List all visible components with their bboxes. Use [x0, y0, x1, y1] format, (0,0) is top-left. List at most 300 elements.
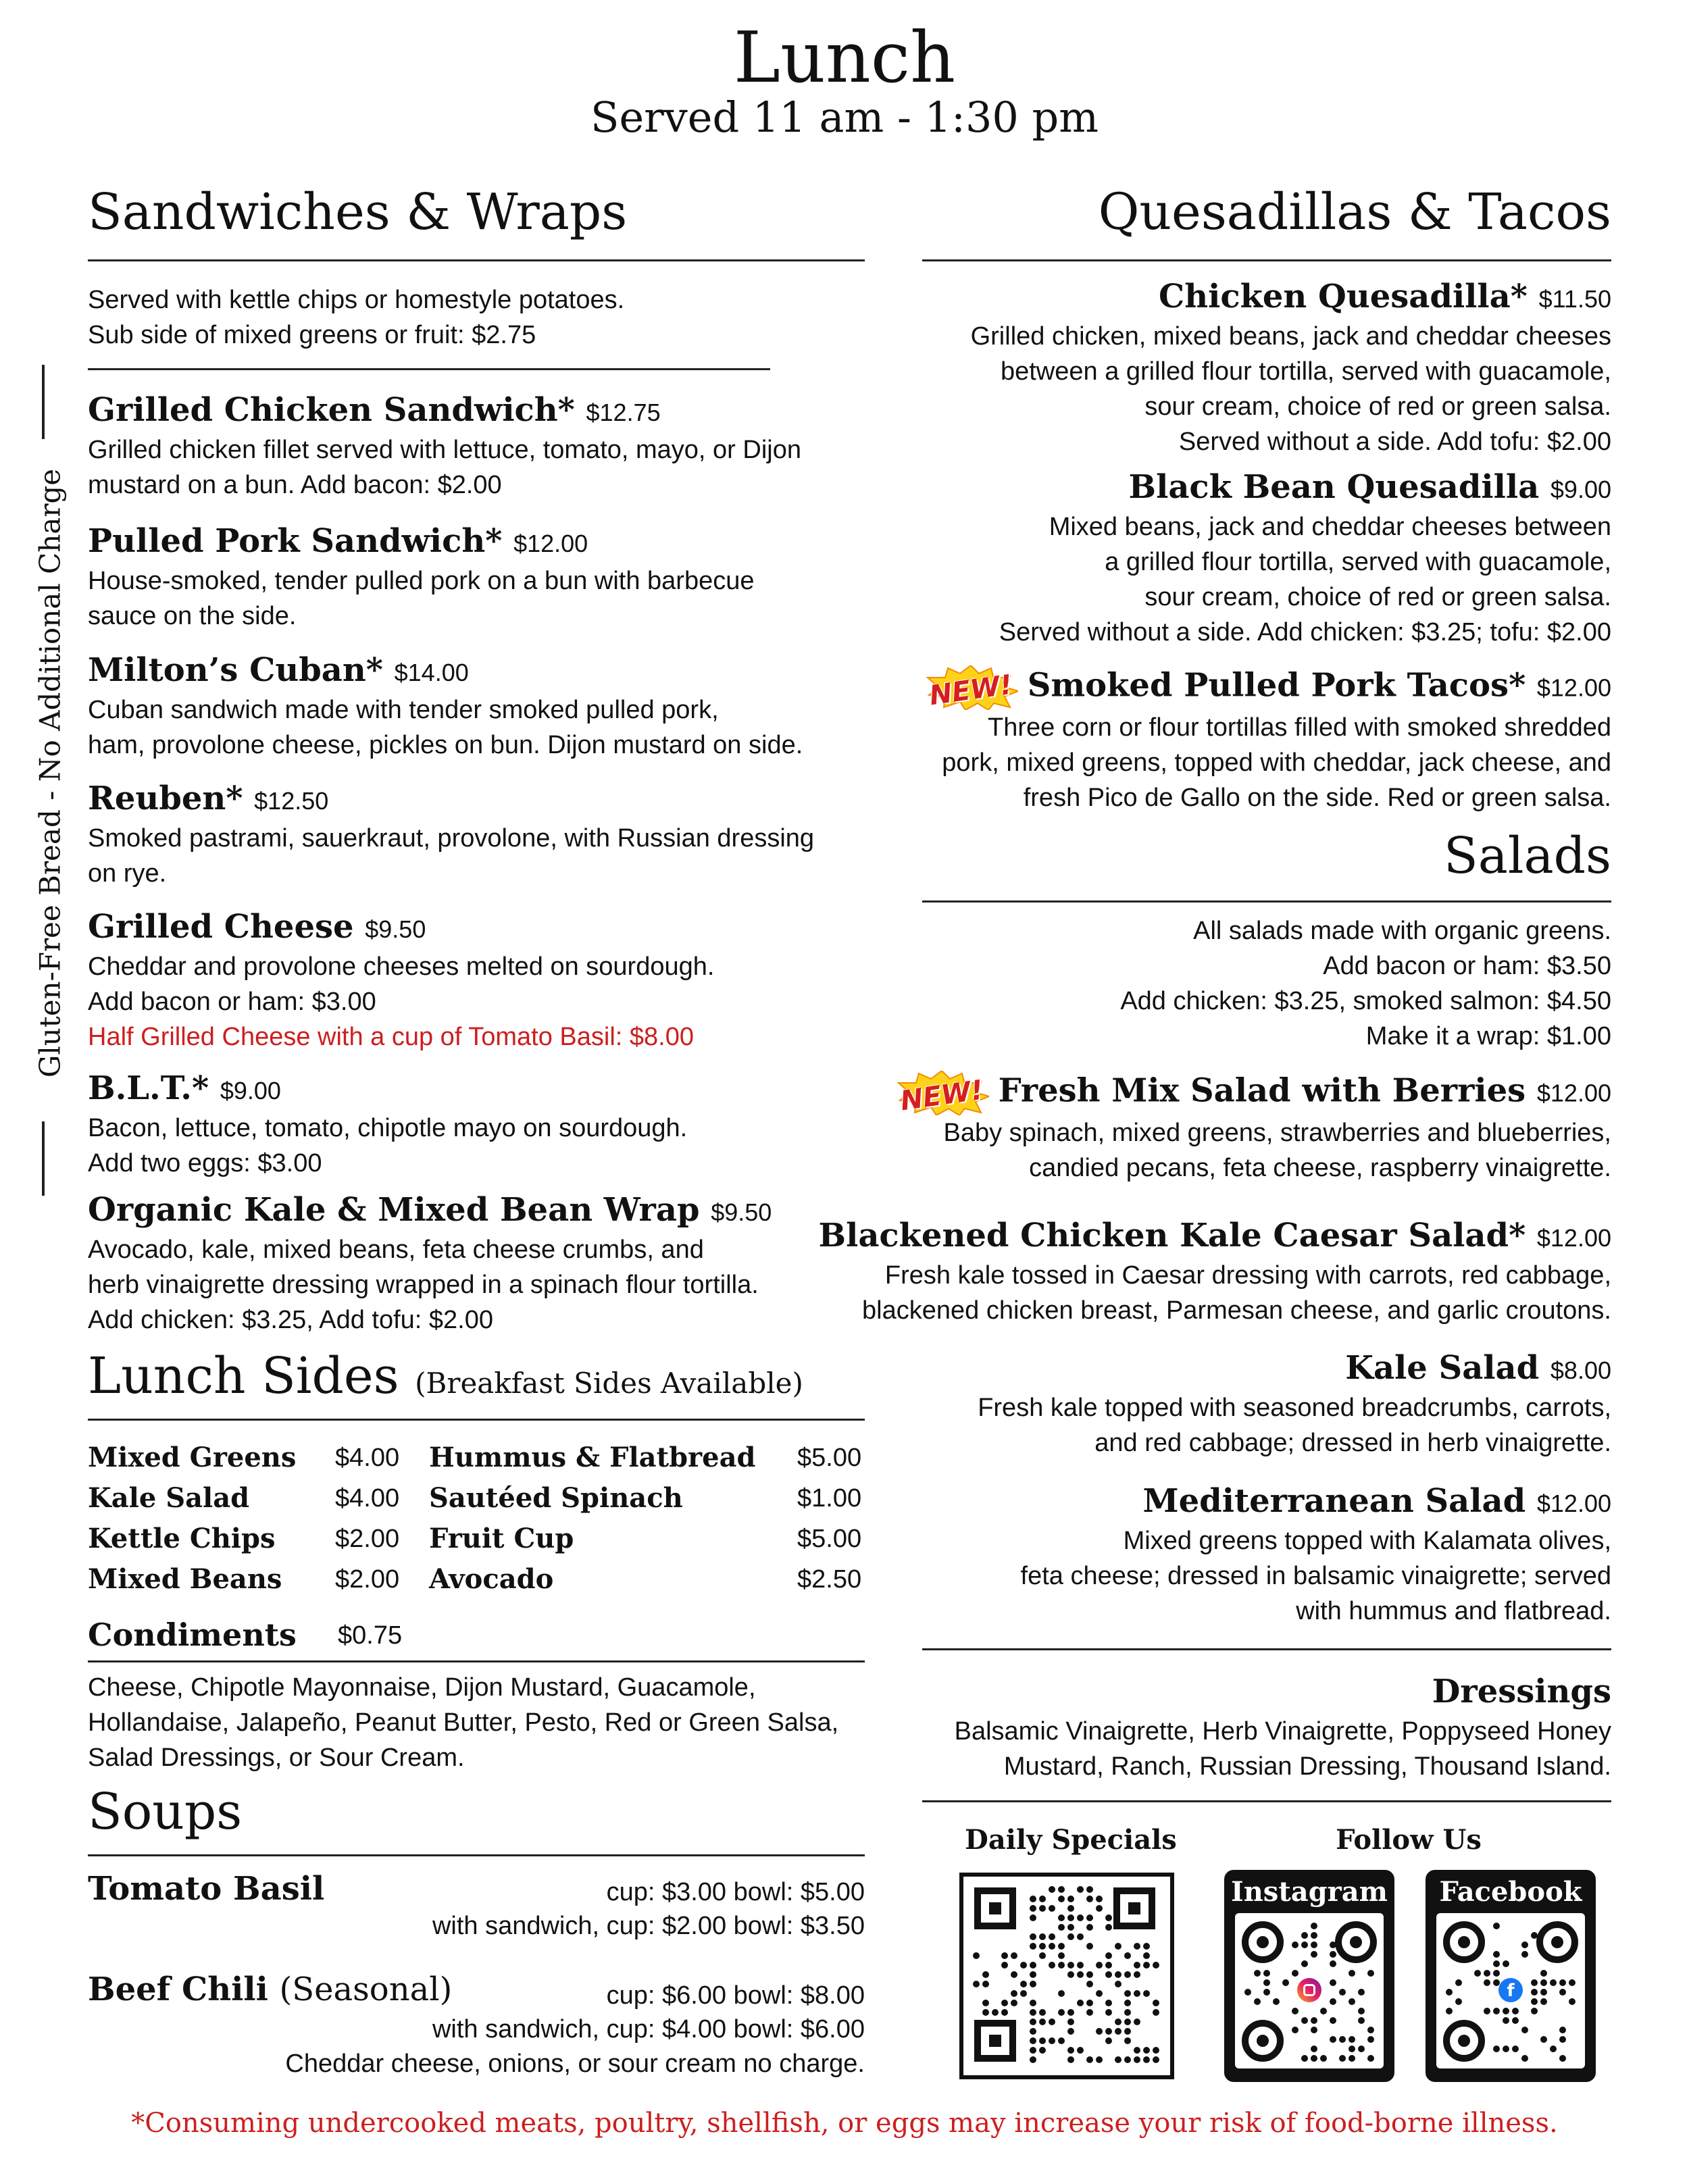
qr-dot: [1143, 2047, 1150, 2054]
qr-dot: [1254, 1970, 1261, 1977]
lunch-sides-heading: [88, 1348, 803, 1412]
qr-dot: [1030, 1914, 1036, 1921]
qr-dot: [1115, 1971, 1121, 1978]
qr-dot: [1559, 2027, 1566, 2033]
instagram-icon: [1297, 1978, 1321, 2002]
item-desc: blackened chicken breast, Parmesan cheese, and garlic croutons.: [862, 1296, 1611, 1325]
qr-dot: [1067, 1905, 1074, 1912]
item-desc: ham, provolone cheese, pickles on bun. Dijon mustard on side.: [88, 731, 803, 759]
qr-dot: [1124, 2000, 1131, 2006]
soup-title: Beef Chili: [88, 1971, 268, 2008]
qr-dot: [1067, 1962, 1074, 1969]
condiments-heading: Condiments: [88, 1617, 297, 1653]
qr-dot: [1124, 1971, 1131, 1978]
item-price: $11.50: [1538, 285, 1611, 313]
qr-dot: [1503, 1960, 1509, 1967]
qr-dot: [1058, 2037, 1065, 2044]
qr-dot: [1330, 1951, 1336, 1958]
soup-note: Cheddar cheese, onions, or sour cream no charge.: [285, 2050, 865, 2078]
qr-dot: [1339, 2055, 1346, 2062]
qr-dot: [1067, 1924, 1074, 1931]
qr-dot: [1348, 2036, 1355, 2043]
qr-dot: [1244, 1989, 1251, 1996]
quesadillas-rule: [922, 259, 1611, 261]
qr-dot: [1569, 1998, 1575, 2005]
item-name: Grilled Cheese: [88, 908, 354, 946]
side-item-price: $2.50: [797, 1565, 862, 1594]
qr-dot: [1311, 1951, 1317, 1958]
qr-dot: [1039, 1933, 1046, 1940]
qr-dot: [1446, 1989, 1453, 1996]
qr-dot: [1134, 1971, 1140, 1978]
qr-dot: [1367, 2055, 1374, 2062]
qr-dot: [1330, 1941, 1336, 1948]
qr-dot: [1086, 1981, 1093, 1987]
condiments-line: Cheese, Chipotle Mayonnaise, Dijon Mustard, Guacamole,: [88, 1673, 756, 1702]
qr-dot: [1358, 2017, 1365, 2024]
qr-dot: [1039, 1943, 1046, 1950]
qr-dot: [1096, 2028, 1103, 2035]
qr-dot: [1143, 1962, 1150, 1969]
qr-dot: [1011, 1990, 1017, 1997]
item-desc: Avocado, kale, mixed beans, feta cheese crumbs, and: [88, 1236, 704, 1264]
qr-dot: [1077, 2047, 1084, 2054]
qr-finder: [1335, 1921, 1377, 1963]
qr-dot: [1067, 2056, 1074, 2063]
qr-dot: [1020, 1981, 1027, 1987]
item-name: Grilled Chicken Sandwich*: [88, 391, 575, 429]
item-price: $12.50: [254, 787, 329, 815]
qr-dot: [1273, 1998, 1280, 2005]
qr-dot: [1124, 2028, 1131, 2035]
qr-dot: [1512, 2046, 1519, 2052]
item-desc: Bacon, lettuce, tomato, chipotle mayo on sourdough.: [88, 1114, 688, 1142]
qr-dot: [1301, 2055, 1308, 2062]
qr-dot: [1559, 2036, 1566, 2043]
sandwich-item: [88, 522, 865, 634]
sandwiches-rule: [88, 259, 865, 261]
salads-intro-line: All salads made with organic greens.: [1193, 917, 1611, 945]
sandwich-item: [88, 1190, 865, 1338]
qr-dot: [1058, 1896, 1065, 1902]
qr-dot: [1077, 1933, 1084, 1940]
qr-dot: [1067, 1896, 1074, 1902]
qr-dot: [1330, 1979, 1336, 1986]
qr-dot: [1550, 2046, 1557, 2052]
lunch-sides-note: (Breakfast Sides Available): [415, 1367, 803, 1400]
qr-dot: [1153, 2056, 1159, 2063]
item-title: [811, 1348, 1611, 1390]
item-desc: mustard on a bun. Add bacon: $2.00: [88, 471, 502, 499]
side-item-name: Kettle Chips: [88, 1523, 276, 1554]
qr-dot: [1311, 1941, 1317, 1948]
qr-dot: [1001, 1962, 1008, 1969]
intro-rule: [88, 368, 770, 370]
qr-dot: [1030, 2018, 1036, 2025]
qr-dot: [1039, 1905, 1046, 1912]
qr-dot: [982, 1971, 989, 1978]
item-desc: pork, mixed greens, topped with cheddar, jack cheese, and: [942, 748, 1611, 777]
qr-dot: [1521, 2055, 1528, 2062]
side-item-name: Mixed Greens: [88, 1442, 297, 1473]
item-desc: Grilled chicken, mixed beans, jack and cheddar cheeses: [970, 322, 1611, 351]
qr-dot: [1011, 2000, 1017, 2006]
qr-dot: [1348, 1998, 1355, 2005]
qr-dot: [1263, 1989, 1270, 1996]
qr-dot: [992, 2009, 999, 2016]
qr-dot: [1254, 1998, 1261, 2005]
side-item-price: $5.00: [797, 1444, 862, 1472]
qr-dot: [1058, 1924, 1065, 1931]
qr-dot: [1455, 1998, 1462, 2005]
item-desc: Mixed greens topped with Kalamata olives,: [1123, 1527, 1611, 1555]
follow-us-label: Follow Us: [1336, 1824, 1482, 1856]
qr-dot: [1058, 1952, 1065, 1959]
dressings-list: [878, 1714, 1611, 1784]
qr-dot: [1446, 2008, 1453, 2014]
item-name: Pulled Pork Sandwich*: [88, 522, 503, 560]
salad-item: [811, 1481, 1611, 1629]
soups-rule: [88, 1854, 865, 1856]
qr-dot: [1049, 1943, 1055, 1950]
qr-dot: [1358, 1989, 1365, 1996]
qr-dot: [1503, 2046, 1509, 2052]
item-desc: Add chicken: $3.25, Add tofu: $2.00: [88, 1306, 494, 1334]
soup-price-line: cup: $3.00 bowl: $5.00: [606, 1878, 865, 1906]
qr-dot: [1484, 1979, 1490, 1986]
qr-dot: [1153, 2000, 1159, 2006]
qr-dot: [1358, 2046, 1365, 2052]
instagram-qr[interactable]: [1224, 1870, 1394, 2082]
qr-finder: [1242, 2020, 1284, 2062]
qr-dot: [1348, 2046, 1355, 2052]
side-item-name: Avocado: [429, 1563, 554, 1595]
qr-dot: [1067, 2018, 1074, 2025]
side-item-price: $5.00: [797, 1525, 862, 1553]
qr-inner: [1235, 1913, 1384, 2068]
qr-dot: [1124, 2056, 1131, 2063]
facebook-qr[interactable]: [1426, 1870, 1596, 2082]
qr-dot: [1282, 1979, 1289, 1986]
qr-dot: [1115, 2056, 1121, 2063]
qr-dot: [1067, 1933, 1074, 1940]
salad-item: [811, 1348, 1611, 1461]
qr-dot: [1124, 1952, 1131, 1959]
item-title: [88, 651, 865, 692]
item-price: $12.00: [1536, 1490, 1611, 1517]
side-item-price: $2.00: [335, 1565, 400, 1594]
salads-intro-line: Add chicken: $3.25, smoked salmon: $4.50: [1120, 987, 1611, 1015]
qr-finder: [1242, 1921, 1284, 1963]
qr-dot: [1301, 1960, 1308, 1967]
item-name: B.L.T.*: [88, 1069, 209, 1107]
quesadilla-item: [811, 467, 1611, 650]
item-price: $12.00: [1536, 1224, 1611, 1252]
qr-dot: [1077, 1962, 1084, 1969]
item-desc: Mixed beans, jack and cheddar cheeses between: [1049, 513, 1611, 541]
condiments-line: Salad Dressings, or Sour Cream.: [88, 1744, 465, 1772]
qr-dot: [1493, 1970, 1500, 1977]
qr-dot: [1030, 1981, 1036, 1987]
qr-dot: [1531, 1989, 1538, 1996]
item-desc: Fresh kale topped with seasoned breadcrumbs, carrots,: [978, 1394, 1611, 1422]
qr-dot: [1367, 2036, 1374, 2043]
qr-dot: [1086, 2056, 1093, 2063]
qr-dot: [1067, 2009, 1074, 2016]
qr-finder: [1443, 2020, 1485, 2062]
qr-dot: [982, 2009, 989, 2016]
condiments-price: $0.75: [338, 1621, 403, 1650]
qr-dot: [1049, 2037, 1055, 2044]
qr-dot: [1330, 1960, 1336, 1967]
item-title: [88, 390, 865, 432]
qr-dot: [1569, 1979, 1575, 1986]
qr-dot: [1512, 2017, 1519, 2024]
qr-dot: [1105, 1971, 1112, 1978]
qr-dot: [973, 1981, 980, 1987]
item-desc: sour cream, choice of red or green salsa.: [1144, 583, 1611, 611]
qr-dot: [1484, 1970, 1490, 1977]
qr-dot: [1521, 2027, 1528, 2033]
sandwich-item: [88, 390, 865, 503]
qr-dot: [1263, 1979, 1270, 1986]
qr-dot: [1058, 1943, 1065, 1950]
soup-name: Tomato Basil: [88, 1870, 325, 1908]
qr-dot: [1134, 1943, 1140, 1950]
item-price: $12.00: [513, 530, 588, 557]
page-title: Lunch: [733, 16, 956, 99]
item-price: $9.50: [365, 915, 426, 943]
condiments-list: [88, 1670, 838, 1775]
qr-dot: [1540, 1998, 1547, 2005]
qr-finder: [974, 1887, 1016, 1929]
qr-dot: [1058, 1990, 1065, 1997]
qr-finder: [1443, 1921, 1485, 1963]
qr-dot: [1058, 1962, 1065, 1969]
facebook-label: Facebook: [1439, 1876, 1582, 1908]
qr-dot: [1049, 1886, 1055, 1893]
qr-dot: [1115, 2028, 1121, 2035]
salads-intro: [878, 913, 1611, 1054]
side-item-name: Kale Salad: [88, 1482, 250, 1514]
qr-dot: [1348, 2055, 1355, 2062]
item-name: Mediterranean Salad: [1142, 1482, 1526, 1520]
item-title: [811, 277, 1611, 319]
item-price: $9.00: [220, 1077, 281, 1104]
qr-dot: [1143, 1952, 1150, 1959]
qr-dot: [1531, 1998, 1538, 2005]
qr-dot: [1292, 1970, 1299, 1977]
qr-dot: [1311, 1932, 1317, 1939]
qr-dot: [1540, 1970, 1547, 1977]
qr-dot: [1330, 2017, 1336, 2024]
qr-dot: [1531, 1979, 1538, 1986]
intro-line: Served with kettle chips or homestyle potatoes.: [88, 286, 625, 314]
qr-dot: [1039, 1952, 1046, 1959]
qr-dot: [1339, 2036, 1346, 2043]
qr-dot: [1330, 2036, 1336, 2043]
item-title: [88, 522, 865, 563]
sandwiches-heading: Sandwiches & Wraps: [88, 183, 628, 241]
item-desc: Baby spinach, mixed greens, strawberries and blueberries,: [943, 1119, 1611, 1147]
qr-dot: [1086, 1896, 1093, 1902]
item-desc: candied pecans, feta cheese, raspberry vinaigrette.: [1029, 1154, 1611, 1182]
qr-dot: [1320, 2008, 1327, 2014]
qr-dot: [1011, 1971, 1017, 1978]
daily-specials-qr[interactable]: [959, 1873, 1174, 2079]
qr-dot: [1086, 1914, 1093, 1921]
qr-dot: [1493, 2046, 1500, 2052]
qr-dot: [1039, 1896, 1046, 1902]
half-grilled-cheese-special: Half Grilled Cheese with a cup of Tomato Basil: $8.00: [88, 1023, 694, 1051]
qr-dot: [1153, 1962, 1159, 1969]
qr-dot: [1030, 2028, 1036, 2035]
quesadillas-heading: Quesadillas & Tacos: [1098, 183, 1611, 241]
qr-dot: [1367, 1970, 1374, 1977]
qr-dot: [1330, 1998, 1336, 2005]
sandwich-item: [88, 779, 865, 891]
item-price: $12.75: [586, 399, 661, 426]
qr-dot: [1311, 2017, 1317, 2024]
qr-dot: [1143, 2056, 1150, 2063]
qr-dot: [1020, 1962, 1027, 1969]
qr-dot: [1559, 1989, 1566, 1996]
item-desc: feta cheese; dressed in balsamic vinaigrette; served: [1020, 1562, 1611, 1590]
qr-dot: [1301, 1941, 1308, 1948]
qr-dot: [1348, 1970, 1355, 1977]
item-price: $8.00: [1550, 1356, 1611, 1384]
qr-dot: [1105, 1924, 1112, 1931]
qr-dot: [1030, 1933, 1036, 1940]
qr-dot: [1086, 1943, 1093, 1950]
qr-dot: [1124, 2009, 1131, 2016]
sandwich-item: [88, 1069, 865, 1181]
qr-dot: [1503, 2017, 1509, 2024]
side-item-name: Mixed Beans: [88, 1563, 282, 1595]
qr-dot: [1001, 2000, 1008, 2006]
qr-dot: [1105, 1962, 1112, 1969]
item-desc: Add bacon or ham: $3.00: [88, 988, 376, 1016]
salad-item: [811, 1216, 1611, 1328]
item-price: $9.00: [1550, 476, 1611, 503]
dressings-line: Mustard, Ranch, Russian Dressing, Thousand Island.: [1003, 1752, 1611, 1781]
item-price: $14.00: [394, 659, 469, 686]
qr-dot: [1320, 2055, 1327, 2062]
item-name: Smoked Pulled Pork Tacos*: [1027, 666, 1526, 705]
qr-dot: [1367, 2027, 1374, 2033]
qr-dot: [1531, 2008, 1538, 2014]
qr-dot: [1039, 2047, 1046, 2054]
qr-dot: [1311, 2027, 1317, 2033]
item-name: Blackened Chicken Kale Caesar Salad*: [818, 1217, 1526, 1254]
qr-dot: [1039, 2009, 1046, 2016]
qr-dot: [1096, 2056, 1103, 2063]
side-item-price: $4.00: [335, 1484, 400, 1513]
qr-dot: [1058, 1886, 1065, 1893]
dressings-heading: Dressings: [1432, 1673, 1611, 1710]
qr-dot: [1086, 2000, 1093, 2006]
gluten-free-note: [9, 365, 91, 1196]
qr-dot: [1039, 2037, 1046, 2044]
qr-dot: [1096, 1990, 1103, 1997]
qr-dot: [1311, 2055, 1317, 2062]
side-item-name: Fruit Cup: [429, 1523, 574, 1554]
qr-dot: [1001, 2009, 1008, 2016]
qr-dot: [1134, 1990, 1140, 1997]
qr-dot: [1067, 1914, 1074, 1921]
qr-dot: [1531, 1932, 1538, 1939]
qr-dot: [1143, 1943, 1150, 1950]
instagram-glyph: [1303, 1984, 1315, 1996]
sandwich-item: [88, 651, 865, 763]
qr-dot: [1067, 1971, 1074, 1978]
item-desc: between a grilled flour tortilla, served with guacamole,: [1000, 357, 1611, 386]
soup-price-line: with sandwich, cup: $4.00 bowl: $6.00: [432, 2015, 865, 2043]
qr-dot: [1011, 1952, 1017, 1959]
qr-dot: [1550, 1979, 1557, 1986]
qr-dot: [1292, 2008, 1299, 2014]
qr-dot: [1030, 2037, 1036, 2044]
item-desc: Three corn or flour tortillas filled with smoked shredded: [988, 713, 1611, 742]
item-name: Kale Salad: [1345, 1349, 1540, 1387]
qr-dot: [1030, 1962, 1036, 1969]
qr-dot: [1134, 2047, 1140, 2054]
salads-intro-line: Add bacon or ham: $3.50: [1323, 952, 1611, 980]
health-warning: *Consuming undercooked meats, poultry, shellfish, or eggs may increase your risk of food-borne illness.: [131, 2108, 1558, 2139]
qr-dot: [1559, 1979, 1566, 1986]
item-desc: House-smoked, tender pulled pork on a bun with barbecue: [88, 567, 755, 595]
qr-dot: [1311, 2046, 1317, 2052]
item-desc: and red cabbage; dressed in herb vinaigrette.: [1094, 1429, 1611, 1457]
qr-dot: [1049, 1933, 1055, 1940]
qr-dot: [1292, 1941, 1299, 1948]
qr-dot: [1339, 1989, 1346, 1996]
side-item-price: $1.00: [797, 1484, 862, 1513]
qr-dot: [1105, 1952, 1112, 1959]
item-price: $9.50: [711, 1198, 772, 1226]
qr-dot: [1086, 1886, 1093, 1893]
qr-dot: [1115, 2018, 1121, 2025]
item-title: [811, 1481, 1611, 1523]
qr-dot: [1105, 2028, 1112, 2035]
dressings-rule-bottom: [922, 1800, 1611, 1802]
side-item-name: Hummus & Flatbread: [429, 1442, 756, 1473]
qr-dot: [1134, 2056, 1140, 2063]
item-title: [811, 467, 1611, 509]
qr-dot: [1301, 2017, 1308, 2024]
qr-dot: [1540, 1989, 1547, 1996]
dressings-rule-top: [922, 1648, 1611, 1650]
side-item-name: Sautéed Spinach: [429, 1482, 683, 1514]
qr-dot: [1124, 2018, 1131, 2025]
quesadilla-item: [811, 277, 1611, 459]
side-item-price: $2.00: [335, 1525, 400, 1553]
qr-dot: [1124, 1990, 1131, 1997]
qr-dot: [1512, 2008, 1519, 2014]
qr-dot: [1020, 1990, 1027, 1997]
new-badge: [924, 665, 1018, 710]
soup-price-line: with sandwich, cup: $2.00 bowl: $3.50: [432, 1912, 865, 1940]
qr-dot: [1474, 1970, 1481, 1977]
qr-dot: [1105, 2009, 1112, 2016]
dressings-line: Balsamic Vinaigrette, Herb Vinaigrette, Poppyseed Honey: [954, 1717, 1611, 1746]
qr-dot: [1030, 1905, 1036, 1912]
item-price: $12.00: [1536, 1079, 1611, 1107]
new-label: NEW!: [927, 669, 1014, 712]
item-desc: Served without a side. Add tofu: $2.00: [1178, 428, 1611, 456]
qr-dot: [1077, 1914, 1084, 1921]
qr-dot: [1503, 2008, 1509, 2014]
